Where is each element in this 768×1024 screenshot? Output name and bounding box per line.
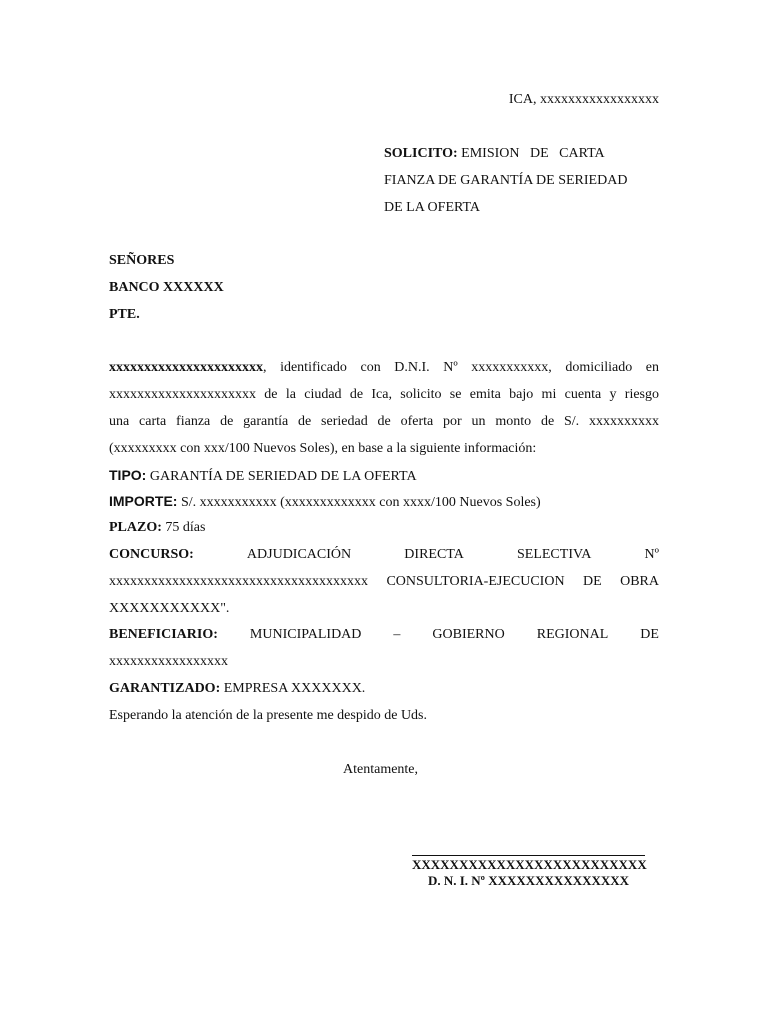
date-line: ICA, xxxxxxxxxxxxxxxxx	[508, 92, 659, 107]
concurso-line-3: XXXXXXXXXXX".	[109, 601, 230, 616]
body-line-4: (xxxxxxxxx con xxx/100 Nuevos Soles), en base a la siguiente información:	[109, 441, 537, 456]
closing-line: Esperando la atención de la presente me despido de Uds.	[109, 708, 428, 723]
concurso-line-1	[109, 546, 659, 564]
signature-dni: D. N. I. Nº XXXXXXXXXXXXXXX	[427, 873, 630, 888]
importe-value: S/. xxxxxxxxxxx (xxxxxxxxxxxxx con xxxx/100 Nuevos Soles)	[180, 495, 541, 510]
tipo-value: GARANTÍA DE SERIEDAD DE LA OFERTA	[149, 469, 417, 484]
recipient-line-2: BANCO XXXXXX	[109, 280, 224, 295]
beneficiario-label: BENEFICIARIO:	[109, 627, 218, 642]
solicito-line-1	[384, 145, 659, 163]
tipo-label: TIPO:	[109, 467, 147, 483]
concurso-word-1: ADJUDICACIÓN	[246, 547, 352, 562]
beneficiario-word-3: GOBIERNO	[432, 627, 505, 642]
garantizado-line	[109, 680, 365, 698]
beneficiario-line-1	[109, 626, 659, 644]
solicito-subject-line-1: EMISION DE CARTA	[461, 146, 605, 161]
garantizado-value: EMPRESA XXXXXXX.	[223, 681, 366, 696]
body-line-1-rest: , identificado con D.N.I. Nº xxxxxxxxxxx, domiciliado en	[263, 360, 659, 375]
body-line-2: xxxxxxxxxxxxxxxxxxxxx de la ciudad de Ica, solicito se emita bajo mi cuenta y riesgo	[109, 387, 659, 402]
beneficiario-line-2: xxxxxxxxxxxxxxxxx	[109, 654, 228, 669]
importe-label: IMPORTE:	[109, 493, 178, 509]
solicito-label: SOLICITO:	[384, 146, 458, 161]
concurso-line-2: xxxxxxxxxxxxxxxxxxxxxxxxxxxxxxxxxxxxx CONSULTORIA-EJECUCION DE OBRA	[109, 574, 659, 589]
plazo-value: 75 días	[165, 520, 206, 535]
concurso-word-3: SELECTIVA	[516, 547, 592, 562]
applicant-name: xxxxxxxxxxxxxxxxxxxxxx	[109, 360, 263, 375]
beneficiario-word-5: DE	[640, 627, 659, 642]
plazo-label: PLAZO:	[109, 520, 162, 535]
tipo-line	[109, 466, 417, 486]
beneficiario-word-2: –	[393, 627, 401, 642]
recipient-line-3: PTE.	[109, 307, 140, 322]
body-line-1	[109, 359, 659, 377]
beneficiario-word-1: MUNICIPALIDAD	[249, 627, 362, 642]
solicito-subject-line-2: FIANZA DE GARANTÍA DE SERIEDAD	[384, 173, 628, 188]
recipient-line-1: SEÑORES	[109, 253, 175, 268]
concurso-label: CONCURSO:	[109, 547, 194, 562]
signature-name: XXXXXXXXXXXXXXXXXXXXXXXXX	[412, 857, 647, 872]
plazo-line	[109, 519, 205, 537]
beneficiario-word-4: REGIONAL	[536, 627, 609, 642]
garantizado-label: GARANTIZADO:	[109, 681, 221, 696]
concurso-word-2: DIRECTA	[404, 547, 464, 562]
concurso-word-4: Nº	[644, 547, 659, 562]
importe-line	[109, 492, 541, 512]
regards-line: Atentamente,	[343, 762, 419, 777]
body-line-3: una carta fianza de garantía de seriedad de oferta por un monto de S/. xxxxxxxxxx	[109, 414, 659, 429]
solicito-subject-line-3: DE LA OFERTA	[384, 200, 481, 215]
